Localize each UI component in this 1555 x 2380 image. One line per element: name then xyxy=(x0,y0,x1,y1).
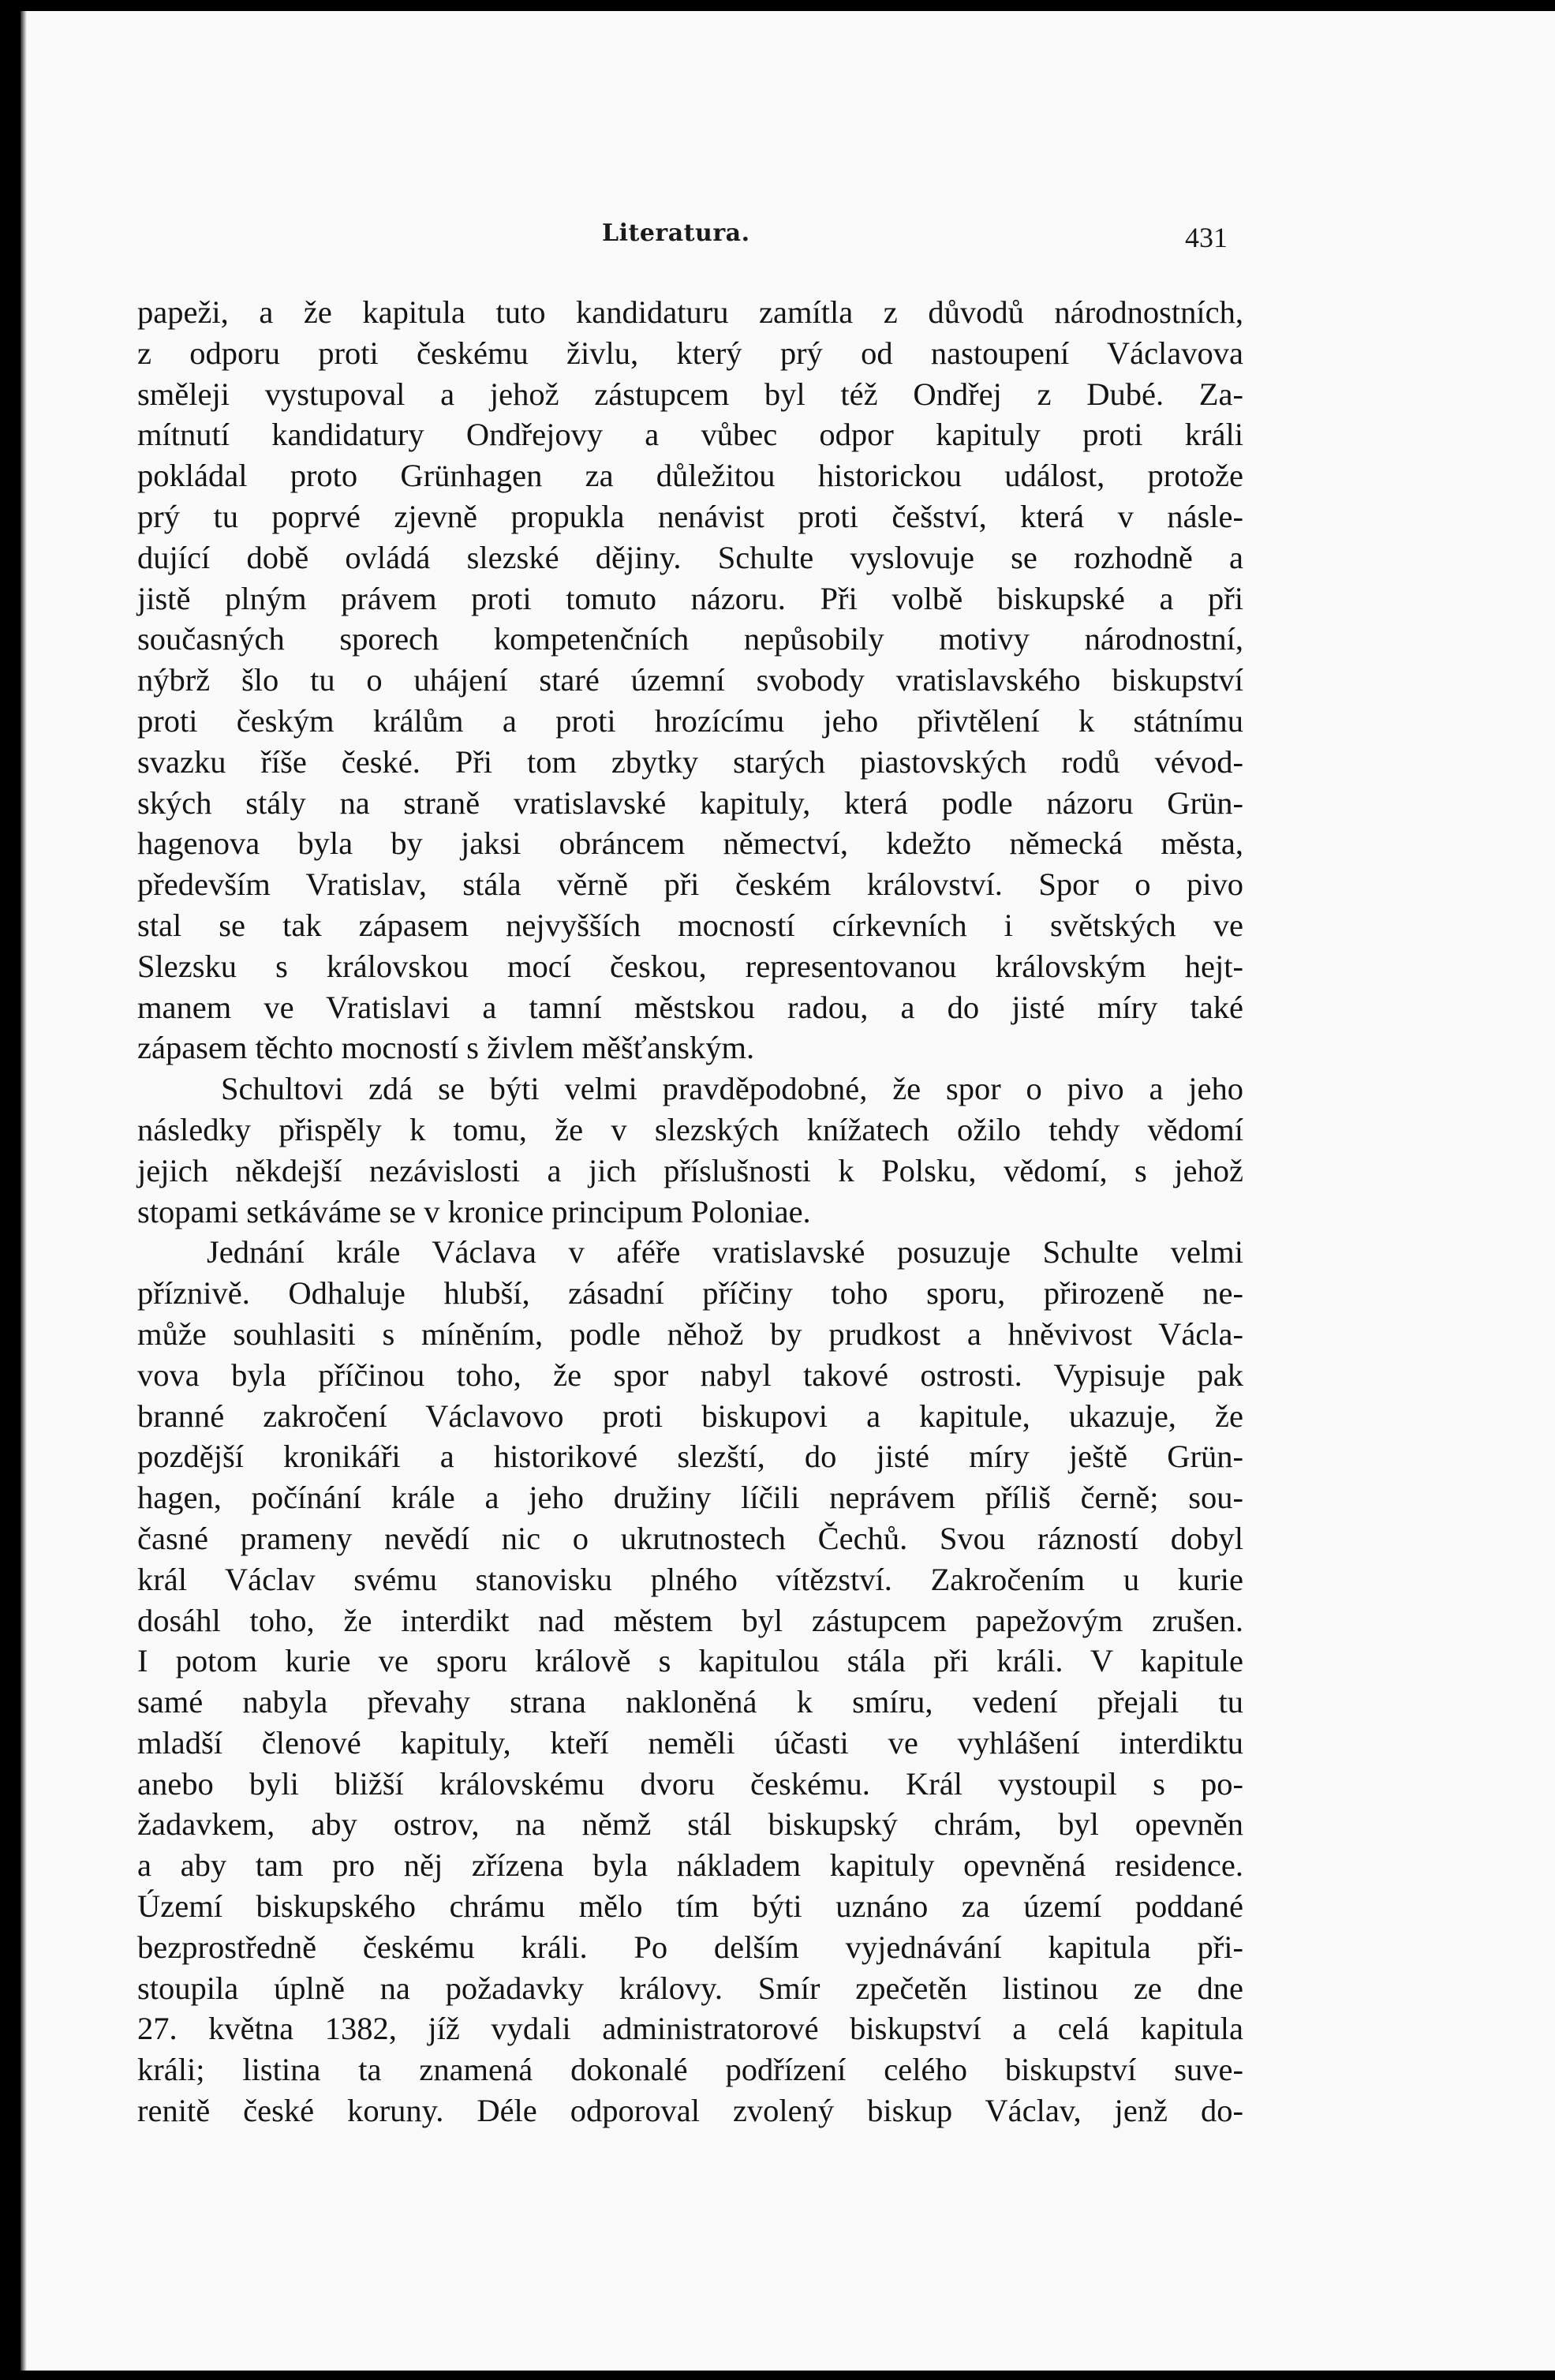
text-line: směleji vystupoval a jehož zástupcem byl též Ondřej z Dubé. Za- xyxy=(137,376,1243,412)
text-line: papeži, a že kapitula tuto kandidaturu zamítla z důvodů národnostních, xyxy=(137,294,1243,330)
text-line: dosáhl toho, že interdikt nad městem byl zástupcem papežovým zrušen. xyxy=(137,1602,1243,1638)
text-line: Slezsku s královskou mocí českou, representovanou královským hejt- xyxy=(137,948,1243,984)
text-line: jistě plným právem proti tomuto názoru. Při volbě biskupské a při xyxy=(137,580,1243,616)
text-line: pokládal proto Grünhagen za důležitou historickou událost, protože xyxy=(137,458,1243,494)
text-line: následky přispěly k tomu, že v slezských knížatech ožilo tehdy vědomí xyxy=(137,1111,1243,1147)
text-line: proti českým králům a proti hrozícímu jeho přivtělení k státnímu xyxy=(137,702,1243,739)
text-line: především Vratislav, stála věrně při českém království. Spor o pivo xyxy=(137,866,1243,903)
text-line: z odporu proti českému živlu, který prý od nastoupení Václavova xyxy=(137,335,1243,371)
text-line: žadavkem, aby ostrov, na němž stál biskupský chrám, byl opevněn xyxy=(137,1806,1243,1843)
text-line: I potom kurie ve sporu králově s kapitulou stála při králi. V kapitule xyxy=(137,1643,1243,1679)
text-line: hagen, počínání krále a jeho družiny líčili neprávem příliš černě; sou- xyxy=(137,1480,1243,1516)
text-line-paragraph-start: Schultovi zdá se býti velmi pravděpodobné, že spor o pivo a jeho xyxy=(221,1071,1243,1107)
text-line: ských stály na straně vratislavské kapituly, která podle názoru Grün- xyxy=(137,784,1243,821)
text-line: 27. května 1382, jíž vydali administratorové biskupství a celá kapitula xyxy=(137,2011,1243,2047)
text-line: jejich někdejší nezávislosti a jich příslušnosti k Polsku, vědomí, s jehož xyxy=(137,1152,1243,1188)
text-line: Území biskupského chrámu mělo tím býti uznáno za území poddané xyxy=(137,1888,1243,1925)
text-line: anebo byli bližší královskému dvoru českému. Král vystoupil s po- xyxy=(137,1765,1243,1802)
text-line: a aby tam pro něj zřízena byla nákladem kapituly opevněná residence. xyxy=(137,1847,1243,1884)
text-line: příznivě. Odhaluje hlubší, zásadní příčiny toho sporu, přirozeně ne- xyxy=(137,1275,1243,1312)
text-line: manem ve Vratislavi a tamní městskou radou, a do jisté míry také xyxy=(137,989,1243,1025)
text-line: stal se tak zápasem nejvyšších mocností církevních i světských ve xyxy=(137,907,1243,943)
text-line: králi; listina ta znamená dokonalé podřízení celého biskupství suve- xyxy=(137,2052,1243,2088)
text-line: vova byla příčinou toho, že spor nabyl takové ostrosti. Vypisuje pak xyxy=(137,1357,1243,1393)
text-line: prý tu poprvé zjevně propukla nenávist proti češství, která v násle- xyxy=(137,498,1243,534)
text-line: svazku říše české. Při tom zbytky starých piastovských rodů vévod- xyxy=(137,743,1243,780)
text-line: mladší členové kapituly, kteří neměli účasti ve vyhlášení interdiktu xyxy=(137,1724,1243,1761)
page-edge-shadow xyxy=(21,11,27,2371)
text-line: nýbrž šlo tu o uhájení staré územní svobody vratislavského biskupství xyxy=(137,662,1243,698)
text-line: stoupila úplně na požadavky královy. Smír zpečetěn listinou ze dne xyxy=(137,1970,1243,2006)
text-line: branné zakročení Václavovo proti biskupovi a kapitule, ukazuje, že xyxy=(137,1398,1243,1434)
text-line: bezprostředně českému králi. Po delším vyjednávání kapitula při- xyxy=(137,1929,1243,1965)
text-line: současných sporech kompetenčních nepůsobily motivy národnostní, xyxy=(137,621,1243,657)
text-line: může souhlasiti s míněním, podle něhož by prudkost a hněvivost Václa- xyxy=(137,1315,1243,1352)
text-line: mítnutí kandidatury Ondřejovy a vůbec odpor kapituly proti králi xyxy=(137,417,1243,453)
text-line: pozdější kronikáři a historikové slezští, do jisté míry ještě Grün- xyxy=(137,1439,1243,1475)
text-line: renitě české koruny. Déle odporoval zvolený biskup Václav, jenž do- xyxy=(137,2093,1243,2129)
page-number: 431 xyxy=(1185,222,1228,253)
text-line: samé nabyla převahy strana nakloněná k smíru, vedení přejali tu xyxy=(137,1684,1243,1720)
text-line: král Václav svému stanovisku plného vítězství. Zakročením u kurie xyxy=(137,1561,1243,1597)
text-line-paragraph-end: zápasem těchto mocností s živlem měšťanským. xyxy=(137,1030,755,1066)
text-line-paragraph-end: stopami setkáváme se v kronice principum Poloniae. xyxy=(137,1193,811,1229)
text-line: dující době ovládá slezské dějiny. Schulte vyslovuje se rozhodně a xyxy=(137,539,1243,575)
text-line: hagenova byla by jaksi obráncem němectví, kdežto německá města, xyxy=(137,825,1243,862)
text-line: časné prameny nevědí nic o ukrutnostech Čechů. Svou rázností dobyl xyxy=(137,1520,1243,1556)
body-text xyxy=(137,292,1243,2131)
running-title: Literatura. xyxy=(602,219,750,247)
text-line-paragraph-start: Jednání krále Václava v aféře vratislavské posuzuje Schulte velmi xyxy=(207,1234,1243,1270)
